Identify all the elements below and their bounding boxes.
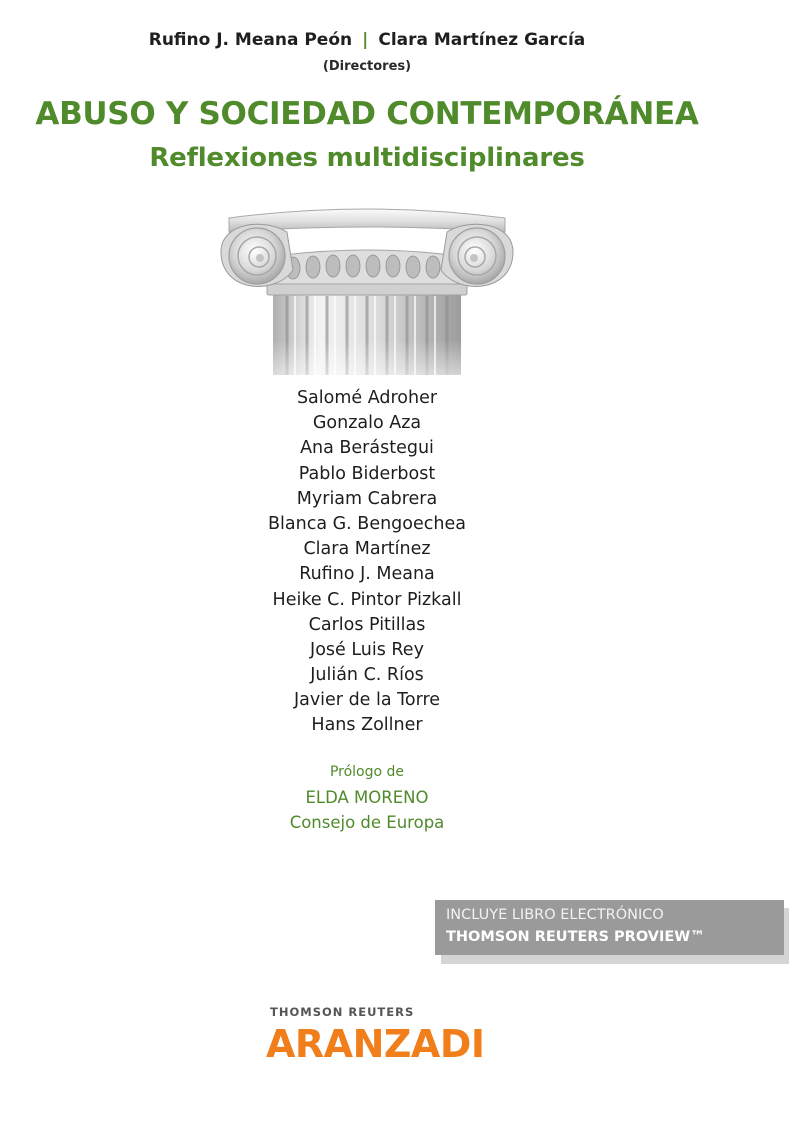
author-name: Julián C. Ríos xyxy=(310,665,424,686)
publisher-imprint-logo: ARANZADI xyxy=(266,1022,485,1066)
author-name: Carlos Pitillas xyxy=(308,614,426,635)
ebook-banner-line-1: INCLUYE LIBRO ELECTRÓNICO xyxy=(446,907,664,923)
author-name: Salomé Adroher xyxy=(296,388,438,408)
author-name: Clara Martínez xyxy=(303,539,431,560)
ionic-column-image xyxy=(215,200,519,375)
book-subtitle: Reflexiones multidisciplinares xyxy=(149,143,585,173)
book-title: ABUSO Y SOCIEDAD CONTEMPORÁNEA xyxy=(35,96,699,132)
ebook-banner xyxy=(435,900,784,955)
prologue-author: ELDA MORENO xyxy=(305,788,429,807)
author-name: Pablo Biderbost xyxy=(298,463,436,484)
publisher-parent-logo: THOMSON REUTERS xyxy=(270,1005,415,1019)
author-name: Myriam Cabrera xyxy=(296,488,438,509)
author-name: Javier de la Torre xyxy=(293,690,441,711)
author-name: Ana Berástegui xyxy=(300,438,434,459)
author-name: Heike C. Pintor Pizkall xyxy=(272,589,462,610)
prologue-label: Prólogo de xyxy=(329,764,405,780)
author-name: Gonzalo Aza xyxy=(312,413,422,434)
author-name: José Luis Rey xyxy=(310,639,424,660)
director-name-1: Rufino J. Meana Peón xyxy=(148,30,353,50)
directors-line xyxy=(0,30,734,50)
author-name: Rufino J. Meana xyxy=(299,564,435,585)
author-name: Hans Zollner xyxy=(311,715,423,736)
directors-role: (Directores) xyxy=(322,59,412,74)
ebook-banner-line-2: THOMSON REUTERS PROVIEW™ xyxy=(446,929,705,945)
prologue-organization: Consejo de Europa xyxy=(289,813,445,832)
director-name-2: Clara Martínez García xyxy=(378,30,586,50)
author-name: Blanca G. Bengoechea xyxy=(268,513,466,534)
authors-list xyxy=(247,386,487,739)
directors-separator: | xyxy=(362,30,369,50)
